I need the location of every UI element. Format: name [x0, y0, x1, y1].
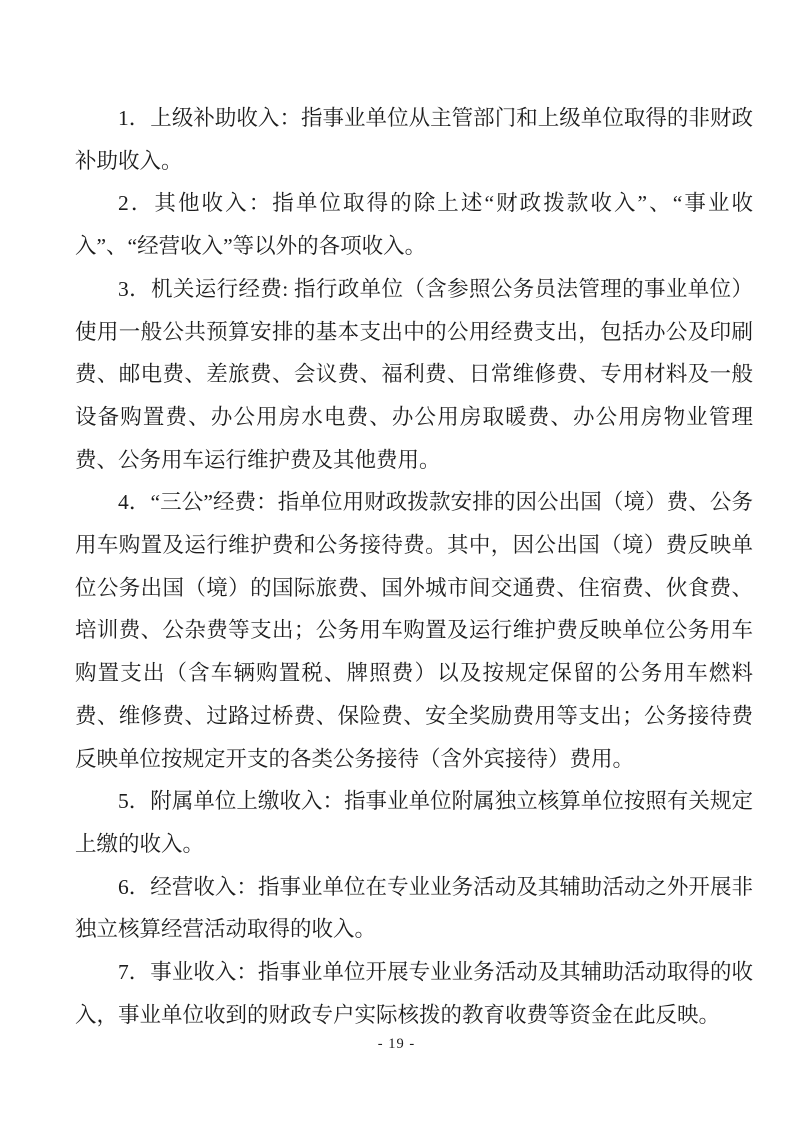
paragraph-superior-subsidy-income: 1．上级补助收入：指事业单位从主管部门和上级单位取得的非财政补助收入。 [75, 106, 753, 173]
paragraph-institutional-income: 7．事业收入：指事业单位开展专业业务活动及其辅助活动取得的收入，事业单位收到的财政专户实际核拨的教育收费等资金在此反映。 [75, 960, 753, 1027]
paragraph-affiliated-unit-remitted-income: 5．附属单位上缴收入：指事业单位附属独立核算单位按照有关规定上缴的收入。 [75, 789, 753, 856]
page-number: - 19 - [377, 1036, 416, 1052]
paragraph-other-income: 2．其他收入：指单位取得的除上述“财政拨款收入”、“事业收入”、“经营收入”等以外的各项收入。 [75, 191, 753, 259]
paragraph-three-public-expenses: 4．“三公”经费：指单位用财政拨款安排的因公出国（境）费、公务用车购置及运行维护费和公务接待费。其中，因公出国（境）费反映单位公务出国（境）的国际旅费、国外城市间交通费、住宿费、伙食费、培训费、公杂费等支出；公务用车购置及运行维护费反映单位公务用车购置支出（含车辆购置税、牌照费）以及按规定保留的公务用车燃料费、维修费、过路过桥费、保险费、安全奖励费用等支出；公务接待费反映单位按规定开支的各类公务接待（含外宾接待）费用。 [75, 490, 753, 771]
paragraph-agency-operating-expenses: 3．机关运行经费: 指行政单位（含参照公务员法管理的事业单位）使用一般公共预算安排的基本支出中的公用经费支出，包括办公及印刷费、邮电费、差旅费、会议费、福利费、日常维修费、专用材料及一般设备购置费、办公用房水电费、办公用房取暖费、办公用房物业管理费、公务用车运行维护费及其他费用。 [75, 276, 753, 472]
paragraph-operating-income: 6．经营收入：指事业单位在专业业务活动及其辅助活动之外开展非独立核算经营活动取得的收入。 [75, 874, 753, 942]
